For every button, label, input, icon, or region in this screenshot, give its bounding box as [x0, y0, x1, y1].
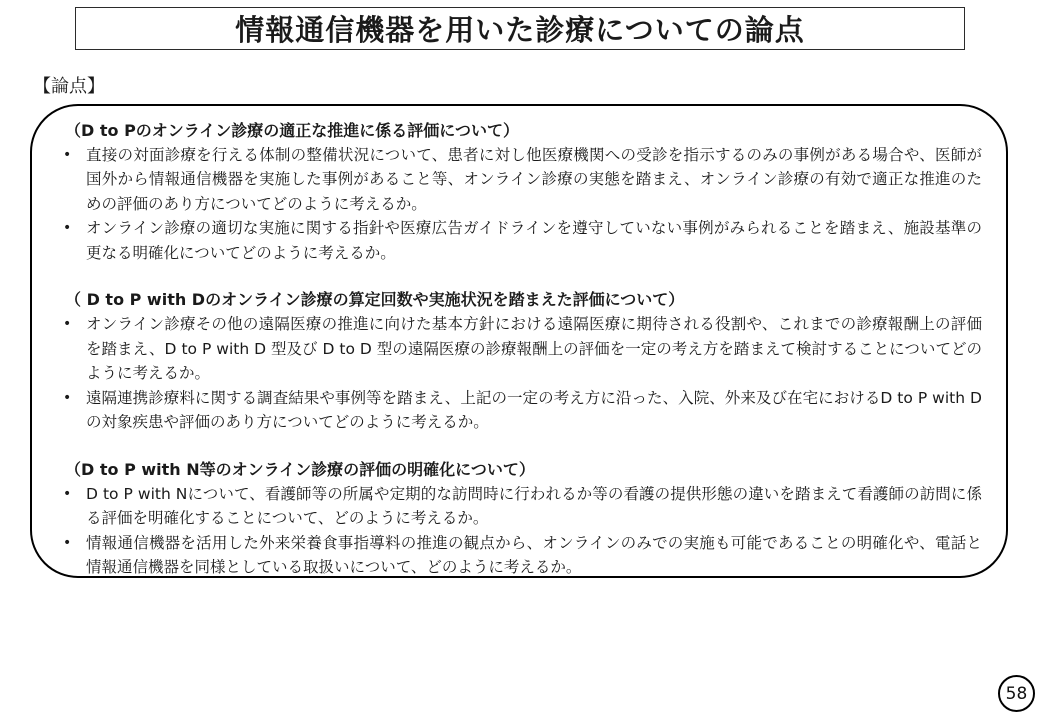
bullet-icon: • [63, 220, 72, 237]
bullet-text: 直接の対面診療を行える体制の整備状況について、患者に対し他医療機関への受診を指示するのみの事例がある場合や、医師が国外から情報通信機器を実施した事例があること等、オンライン診療の実態を踏まえ、オンライン診療の有効で適正な推進のための評価のあり方についてどのように考えるか。 [86, 146, 982, 213]
topics-box [30, 104, 1008, 578]
bullet-text: 情報通信機器を活用した外来栄養食事指導料の推進の観点から、オンラインのみでの実施も可能であることの明確化や、電話と情報通信機器を同様としている取扱いについて、どのように考えるか。 [86, 533, 982, 577]
list-item [56, 312, 982, 385]
page-title: 情報通信機器を用いた診療についての論点 [235, 13, 805, 47]
bullet-icon: • [63, 485, 72, 502]
list-item [56, 386, 982, 435]
list-item [56, 143, 982, 216]
list-item [56, 531, 982, 580]
page-number-badge [998, 675, 1035, 712]
section-d-to-p-with-d [56, 288, 982, 434]
section-heading: （D to Pのオンライン診療の適正な推進に係る評価について） [65, 121, 519, 140]
section-heading: （ D to P with Dのオンライン診療の算定回数や実施状況を踏まえた評価について） [65, 290, 685, 310]
bullet-icon: • [63, 389, 72, 406]
section-heading: （D to P with N等のオンライン診療の評価の明確化について） [65, 459, 535, 479]
section-d-to-p [56, 119, 982, 265]
bullet-icon: • [63, 316, 72, 333]
title-box [75, 7, 965, 50]
bullet-text: オンライン診療その他の遠隔医療の推進に向けた基本方針における遠隔医療に期待される役割や、これまでの診療報酬上の評価を踏まえ、D to P with D 型及び D to D 型の遠隔医療の診療報酬上の評価を一定の考え方を踏まえて検討することについてどのように考えるか。 [86, 315, 982, 383]
bullet-text: オンライン診療の適切な実施に関する指針や医療広告ガイドラインを遵守していない事例がみられることを踏まえ、施設基準の更なる明確化についてどのように考えるか。 [86, 219, 982, 262]
topics-label: 【論点】 [33, 76, 105, 97]
bullet-text: 遠隔連携診療料に関する調査結果や事例等を踏まえ、上記の一定の考え方に沿った、入院、外来及び在宅におけるD to P with Dの対象疾患や評価のあり方についてどのように考えるか。 [86, 388, 982, 432]
list-item [56, 216, 982, 265]
bullet-icon: • [63, 534, 72, 551]
list-item [56, 482, 982, 531]
bullet-text: D to P with Nについて、看護師等の所属や定期的な訪問時に行われるか等の看護の提供形態の違いを踏まえて看護師の訪問に係る評価を明確化することについて、どのように考えるか。 [86, 484, 982, 528]
section-d-to-p-with-n [56, 458, 982, 580]
bullet-icon: • [63, 147, 72, 163]
page-number: 58 [1005, 683, 1028, 704]
